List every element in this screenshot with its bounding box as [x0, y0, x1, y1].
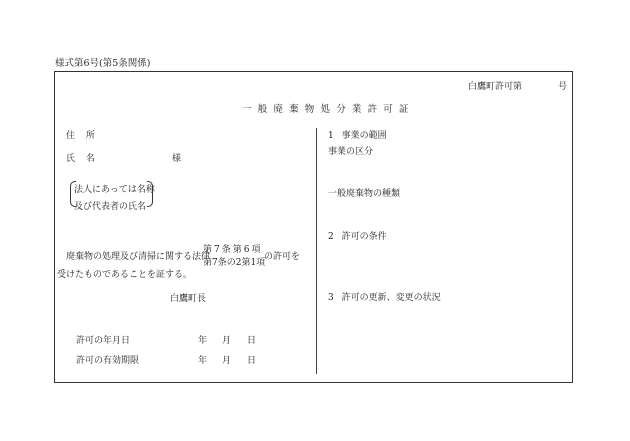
- permit-date-month: 月: [222, 336, 232, 346]
- name-label: 氏 名: [66, 154, 95, 164]
- issuer-mayor: 白鷹町長: [170, 294, 207, 304]
- permit-number-suffix: 号: [558, 82, 568, 92]
- article-reference-top: 第7条第6項: [203, 245, 263, 255]
- validity-period-label: 許可の有効期限: [76, 356, 140, 366]
- document-title: 一般廃棄物処分業許可証: [242, 104, 415, 115]
- permit-number-prefix: 白鷹町許可第: [468, 82, 523, 92]
- permit-frame: [54, 71, 573, 383]
- law-reference-text: 廃棄物の処理及び清掃に関する法律: [66, 252, 211, 262]
- permit-text-suffix: の許可を: [264, 252, 301, 262]
- validity-month: 月: [222, 356, 232, 366]
- form-number-label: 様式第6号(第5条関係): [55, 58, 151, 69]
- waste-type-label: 一般廃棄物の種類: [328, 189, 401, 199]
- corporate-representative-label: 及び代表者の氏名: [74, 202, 147, 212]
- address-label: 住 所: [66, 131, 95, 141]
- validity-day: 日: [247, 356, 257, 366]
- corporate-name-label: 法人にあっては名称: [74, 185, 155, 195]
- permit-date-day: 日: [247, 336, 257, 346]
- business-scope-heading: 1 事業の範囲: [328, 131, 387, 141]
- business-type-label: 事業の区分: [328, 147, 374, 157]
- article-reference-bottom: 第7条の2第1項: [203, 258, 266, 268]
- permit-date-label: 許可の年月日: [76, 336, 131, 346]
- permit-date-year: 年: [198, 336, 208, 346]
- permit-conditions-heading: 2 許可の条件: [328, 232, 387, 242]
- certification-statement: 受けたものであることを証する。: [57, 270, 193, 280]
- honorific-suffix: 様: [172, 154, 182, 164]
- validity-year: 年: [198, 356, 208, 366]
- renewal-changes-heading: 3 許可の更新、変更の状況: [328, 293, 441, 303]
- corporate-bracket-right: [147, 181, 153, 207]
- column-divider: [316, 128, 317, 374]
